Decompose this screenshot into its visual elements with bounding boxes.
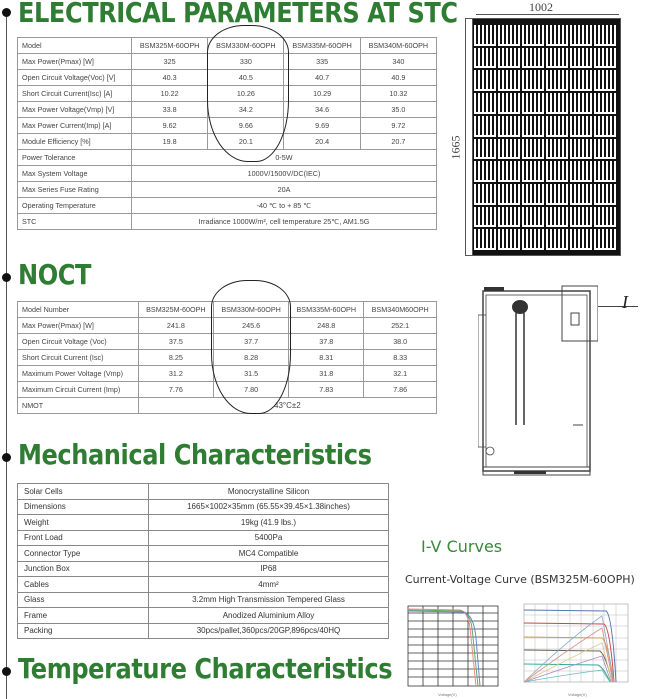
row-label: Front Load — [18, 530, 149, 546]
mech-table — [17, 483, 389, 639]
cell: 10.32 — [360, 86, 436, 102]
cell: 325 — [132, 54, 208, 70]
row-label: Maximum Power Voltage (Vmp) — [18, 366, 139, 382]
row-label: Short Circuit Current(Isc) [A] — [18, 86, 132, 102]
cell: 1665×1002×35mm (65.55×39.45×1.38inches) — [149, 499, 389, 515]
hand-drawn-circle-annotation — [207, 25, 289, 162]
cell: 7.76 — [138, 382, 213, 398]
cell: 0-5W — [132, 150, 437, 166]
row-label: Max Power Current(Imp) [A] — [18, 118, 132, 134]
cell: 43°C±2 — [138, 398, 436, 414]
solar-panel-back-drawing — [478, 285, 598, 480]
row-label: Connector Type — [18, 546, 149, 562]
table-row — [18, 592, 389, 608]
cell: 252.1 — [364, 318, 437, 334]
table-row — [18, 623, 389, 639]
cell: 35.0 — [360, 102, 436, 118]
table-row — [18, 166, 437, 182]
svg-text:Voltage(V): Voltage(V) — [568, 692, 587, 697]
cell: 20A — [132, 182, 437, 198]
row-label: Module Efficiency [%] — [18, 134, 132, 150]
cell: 40.7 — [284, 70, 360, 86]
cell: 9.72 — [360, 118, 436, 134]
cell: Irradiance 1000W/m², cell temperature 25℃, AM1.5G — [132, 214, 437, 230]
iv-curves-subtitle: Current-Voltage Curve (BSM325M-60OPH) — [405, 573, 635, 586]
row-label: Power Tolerance — [18, 150, 132, 166]
cell: 37.8 — [289, 334, 364, 350]
header-cell: BSM340M60OPH — [364, 302, 437, 318]
mech-section-title: Mechanical Characteristics — [18, 438, 372, 471]
cell: 5400Pa — [149, 530, 389, 546]
header-cell: BSM340M-60OPH — [360, 38, 436, 54]
cell: 10.22 — [132, 86, 208, 102]
cell: Monocrystalline Silicon — [149, 484, 389, 500]
cell: 330 — [208, 54, 284, 70]
cell: MC4 Compatible — [149, 546, 389, 562]
cell: 340 — [360, 54, 436, 70]
header-cell: BSM335M-60OPH — [289, 302, 364, 318]
iv-curve-chart-left — [398, 598, 506, 698]
width-dimension-line — [476, 14, 619, 15]
svg-text:Voltage(V): Voltage(V) — [438, 692, 457, 697]
table-row — [18, 484, 389, 500]
row-label: NMOT — [18, 398, 139, 414]
cell: 4mm² — [149, 577, 389, 593]
cell: 34.6 — [284, 102, 360, 118]
cell: 7.83 — [289, 382, 364, 398]
cell: 20.4 — [284, 134, 360, 150]
row-label: Maximum Circuit Current (Imp) — [18, 382, 139, 398]
cell: 33.8 — [132, 102, 208, 118]
row-label: Junction Box — [18, 561, 149, 577]
cell: 32.1 — [364, 366, 437, 382]
timeline-bullet — [2, 273, 11, 282]
table-row — [18, 499, 389, 515]
cell: 31.5 — [213, 366, 288, 382]
row-label: Max Power(Pmax) [W] — [18, 318, 139, 334]
temp-section-title: Temperature Characteristics — [18, 652, 393, 685]
header-cell: BSM330M-60OPH — [213, 302, 288, 318]
row-label: Dimensions — [18, 499, 149, 515]
row-label: Max Power Voltage(Vmp) [V] — [18, 102, 132, 118]
cell: IP68 — [149, 561, 389, 577]
row-label: Frame — [18, 608, 149, 624]
timeline-bullet — [2, 453, 11, 462]
table-row — [18, 515, 389, 531]
cell: 30pcs/pallet,360pcs/20GP,896pcs/40HQ — [149, 623, 389, 639]
iv-curves-title: I-V Curves — [421, 537, 503, 556]
cell: 9.69 — [284, 118, 360, 134]
cell: 7.80 — [213, 382, 288, 398]
cell: 8.28 — [213, 350, 288, 366]
header-cell: BSM335M-60OPH — [284, 38, 360, 54]
cell: 31.2 — [138, 366, 213, 382]
table-row — [18, 577, 389, 593]
cell: 20.1 — [208, 134, 284, 150]
cell: 10.29 — [284, 86, 360, 102]
cell: Anodized Aluminium Alloy — [149, 608, 389, 624]
cell: 38.0 — [364, 334, 437, 350]
cell: 248.8 — [289, 318, 364, 334]
table-row — [18, 561, 389, 577]
row-label: Max Series Fuse Rating — [18, 182, 132, 198]
row-label: Solar Cells — [18, 484, 149, 500]
header-cell: Model Number — [18, 302, 139, 318]
cell: 245.6 — [213, 318, 288, 334]
row-label: Max System Voltage — [18, 166, 132, 182]
table-row — [18, 214, 437, 230]
height-dimension-label: 1665 — [448, 135, 463, 160]
row-label: Open Circuit Voltage (Voc) — [18, 334, 139, 350]
header-cell: BSM330M-60OPH — [208, 38, 284, 54]
cell: 37.5 — [138, 334, 213, 350]
row-label: Operating Temperature — [18, 198, 132, 214]
cell: 19kg (41.9 lbs.) — [149, 515, 389, 531]
cell: 335 — [284, 54, 360, 70]
cell: 241.8 — [138, 318, 213, 334]
timeline-bullet — [2, 8, 11, 17]
width-dimension-label: 1002 — [529, 0, 553, 14]
header-cell: BSM325M-60OPH — [132, 38, 208, 54]
cell: 20.7 — [360, 134, 436, 150]
detail-label: I — [622, 292, 628, 312]
cell: 19.8 — [132, 134, 208, 150]
noct-section-title: NOCT — [18, 258, 92, 291]
row-label: Short Circuit Current (Isc) — [18, 350, 139, 366]
cell: 40.9 — [360, 70, 436, 86]
cell: 10.26 — [208, 86, 284, 102]
row-label: Cables — [18, 577, 149, 593]
header-cell: Model — [18, 38, 132, 54]
cell: 9.66 — [208, 118, 284, 134]
cell: -40 ℃ to + 85 ℃ — [132, 198, 437, 214]
cell: 3.2mm High Transmission Tempered Glass — [149, 592, 389, 608]
row-label: Max Power(Pmax) [W] — [18, 54, 132, 70]
cell: 37.7 — [213, 334, 288, 350]
cell: 8.31 — [289, 350, 364, 366]
table-row — [18, 530, 389, 546]
cell: 31.8 — [289, 366, 364, 382]
table-row — [18, 546, 389, 562]
cell: 40.5 — [208, 70, 284, 86]
solar-panel-front-drawing — [465, 18, 621, 256]
row-label: Open Circuit Voltage(Voc) [V] — [18, 70, 132, 86]
cell: 8.25 — [138, 350, 213, 366]
cell: 40.3 — [132, 70, 208, 86]
table-row — [18, 608, 389, 624]
header-cell: BSM325M-60OPH — [138, 302, 213, 318]
timeline-bullet — [2, 667, 11, 676]
timeline-line — [6, 10, 7, 699]
row-label: Glass — [18, 592, 149, 608]
stc-section-title: ELECTRICAL PARAMETERS AT STC — [18, 0, 458, 29]
detail-leader-line — [598, 306, 638, 307]
iv-curve-chart-right — [510, 598, 646, 698]
cell: 34.2 — [208, 102, 284, 118]
table-row — [18, 182, 437, 198]
row-label: STC — [18, 214, 132, 230]
cell: 1000V/1500V/DC(IEC) — [132, 166, 437, 182]
cell: 9.62 — [132, 118, 208, 134]
table-row — [18, 198, 437, 214]
row-label: Packing — [18, 623, 149, 639]
cell: 8.33 — [364, 350, 437, 366]
solar-cell-grid — [474, 25, 616, 250]
hand-drawn-circle-annotation — [211, 280, 291, 414]
row-label: Weight — [18, 515, 149, 531]
cell: 7.86 — [364, 382, 437, 398]
